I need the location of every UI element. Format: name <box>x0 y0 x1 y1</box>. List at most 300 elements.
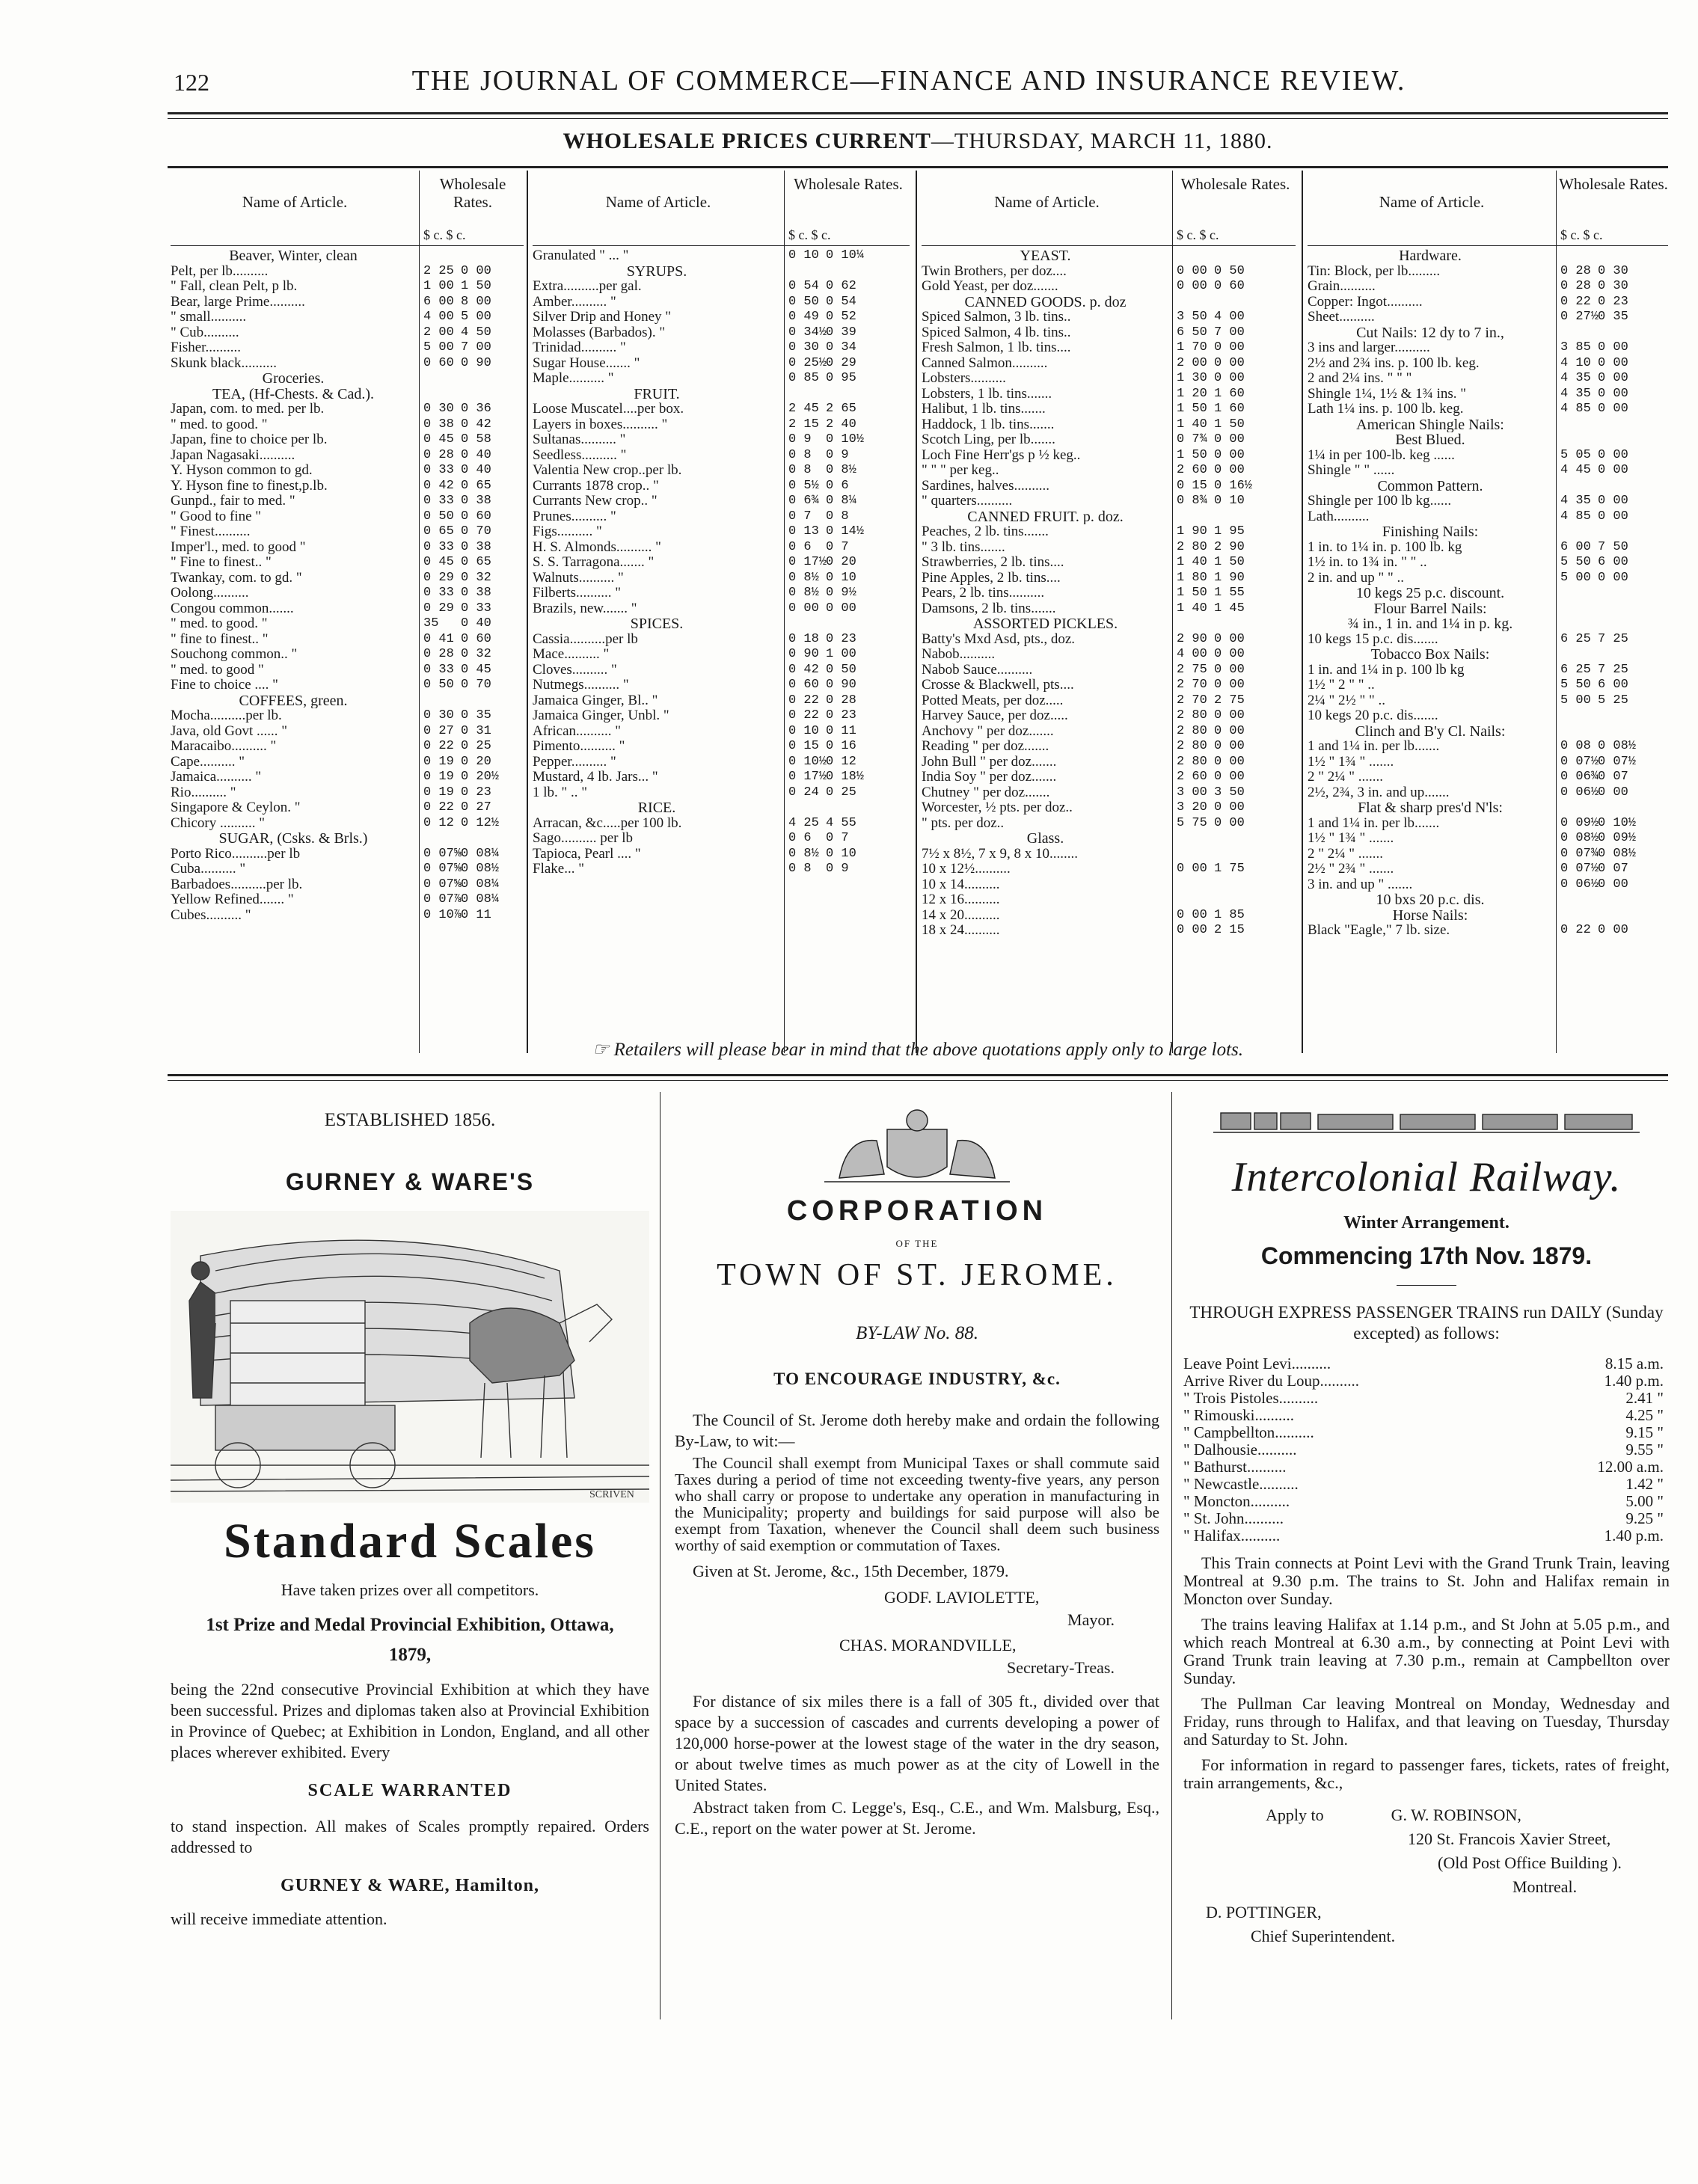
rate-low: 0 33 <box>423 494 454 508</box>
rate-high: 0 08¼ <box>461 846 500 861</box>
article-name: SPICES. <box>630 616 684 631</box>
article-name: " quarters.......... <box>922 494 1013 509</box>
rate-low: 0 29 <box>423 601 454 616</box>
rate-low: 6 50 <box>1177 325 1207 340</box>
price-row <box>1308 847 1668 862</box>
article-name: 7½ x 8½, 7 x 9, 8 x 10........ <box>922 846 1078 862</box>
article-name: " " " per keg.. <box>922 463 999 478</box>
medal-text: 1st Prize and Medal Provincial Exhibition, Ottawa, 1879, <box>206 1615 614 1665</box>
article-name: CANNED FRUIT. p. doz. <box>967 509 1124 524</box>
header-units: $ c. $ c. <box>423 227 466 242</box>
price-row <box>533 432 910 447</box>
rate-high: 7 50 <box>1598 539 1628 554</box>
rate-high: 0 28 <box>826 693 856 708</box>
rate-low: 0 25½ <box>788 355 827 370</box>
article-name: " 3 lb. tins....... <box>922 539 1005 555</box>
rate-low: 4 25 <box>788 815 819 830</box>
price-row <box>922 770 1296 785</box>
rate-high: 1 60 <box>1214 386 1245 401</box>
rate-high: 0 8¼ <box>826 494 856 508</box>
article-name: Maracaibo.......... " <box>171 739 277 754</box>
rate-low: 0 07¾ <box>1560 846 1599 861</box>
price-row <box>922 816 1296 831</box>
rate-high: 1 50 <box>1214 555 1245 569</box>
railway-title: Intercolonial Railway. <box>1231 1154 1622 1200</box>
article-name: Lobsters.......... <box>922 371 1006 386</box>
secretary-title: Secretary-Treas. <box>1007 1658 1115 1677</box>
article-name: Strawberries, 2 lb. tins.... <box>922 555 1064 570</box>
article-name: Spiced Salmon, 4 lb. tins.. <box>922 325 1071 340</box>
header-wholesale-rates: Wholesale Rates. <box>439 175 506 211</box>
rate-low: 2 00 <box>423 325 454 340</box>
section-heading <box>533 800 910 815</box>
scales-body-2: to stand inspection. All makes of Scales promptly repaired. Orders addressed to <box>171 1817 649 1856</box>
article-name: Shingle " " ...... <box>1308 463 1395 478</box>
rate-low: 0 9 <box>788 432 812 447</box>
article-name: Lath.......... <box>1308 509 1370 524</box>
article-name: Loch Fine Herr'gs p ½ keg.. <box>922 447 1081 463</box>
section-heading <box>171 371 524 386</box>
article-name: Molasses (Barbados). " <box>533 325 666 340</box>
price-row <box>171 571 524 586</box>
article-name: Crosse & Blackwell, pts.... <box>922 678 1074 693</box>
rate-low: 4 00 <box>1177 647 1207 661</box>
rate-low: 0 45 <box>423 555 454 569</box>
article-name: Maple.......... " <box>533 371 614 386</box>
rate-low: 0 18 <box>788 631 819 646</box>
price-row <box>922 402 1296 417</box>
rate-low: 2 00 <box>1177 355 1207 370</box>
timetable-row <box>1183 1509 1670 1527</box>
price-row <box>1308 356 1668 371</box>
rate-high: 0 00 <box>1598 570 1628 585</box>
section-heading <box>533 616 910 631</box>
timetable-row <box>1183 1475 1670 1492</box>
rate-high: 7 00 <box>461 340 491 355</box>
rate-high: 0 08½ <box>461 862 500 876</box>
price-row <box>171 770 524 785</box>
station: Arrive River du Loup.......... <box>1183 1372 1360 1390</box>
prices-bottom-rule-thin <box>168 1080 1668 1081</box>
article-name: Japan, fine to choice per lb. <box>171 432 328 447</box>
article-name: Fresh Salmon, 1 lb. tins.... <box>922 340 1071 355</box>
rate-high: 0 00 <box>1214 754 1245 769</box>
price-row <box>922 785 1296 800</box>
rate-low: 6 25 <box>1560 631 1591 646</box>
rate-high: 0 58 <box>461 432 491 447</box>
scales-ad <box>171 1099 649 1929</box>
bylaw-p1: The Council of St. Jerome doth hereby make and ordain the following By-Law, to wit:— <box>675 1411 1159 1450</box>
header-name-of-article: Name of Article. <box>1379 193 1485 211</box>
article-name: Peaches, 2 lb. tins....... <box>922 524 1049 539</box>
article-name: Hardware. <box>1399 248 1462 263</box>
article-name: " pts. per doz.. <box>922 815 1005 831</box>
rate-low: 0 06½ <box>1560 785 1599 800</box>
price-row <box>1308 678 1668 693</box>
station: " Dalhousie.......... <box>1183 1441 1297 1458</box>
short-rule <box>1397 1285 1456 1286</box>
rate-low: 1 50 <box>1177 447 1207 462</box>
article-name: 10 kegs 25 p.c. discount. <box>1355 586 1505 601</box>
article-name: Filberts.......... " <box>533 586 622 601</box>
price-row <box>533 509 910 524</box>
superintendent-title: Chief Superintendent. <box>1251 1927 1396 1945</box>
article-name: Cut Nails: 12 dy to 7 in., <box>1356 325 1504 340</box>
price-row <box>1308 785 1668 800</box>
departure-time: 1.40 p.m. <box>1604 1372 1664 1390</box>
rate-low: 4 00 <box>423 310 454 324</box>
rate-low: 1 20 <box>1177 386 1207 401</box>
article-name: Jamaica Ginger, Unbl. " <box>533 708 669 723</box>
rate-low: 5 00 <box>1560 693 1591 708</box>
article-name: Trinidad.......... " <box>533 340 626 355</box>
article-name: Lobsters, 1 lb. tins....... <box>922 386 1052 402</box>
price-row <box>171 739 524 754</box>
rate-high: 1 50 <box>1214 417 1245 432</box>
rate-high: 0 08½ <box>1598 846 1637 861</box>
article-name: 2¼ " 2½ " " .. <box>1308 693 1386 708</box>
rate-high: 0 60 <box>461 631 491 646</box>
rate-high: 0 7 <box>826 831 849 845</box>
article-name: Tobacco Box Nails: <box>1370 647 1490 662</box>
article-name: Sheet.......... <box>1308 310 1375 325</box>
rate-high: 0 30 <box>1598 263 1628 278</box>
price-row <box>922 310 1296 325</box>
column-separator-1 <box>527 171 528 1053</box>
price-row <box>533 540 910 555</box>
price-row <box>533 708 910 723</box>
rate-high: 0 25 <box>826 785 856 800</box>
rate-low: 0 10⅞ <box>423 907 462 922</box>
rate-low: 4 85 <box>1560 402 1591 416</box>
railway-ad <box>1183 1099 1670 1946</box>
rate-low: 2 80 <box>1177 754 1207 769</box>
article-name: RICE. <box>637 800 676 815</box>
price-row <box>922 739 1296 754</box>
rate-high: 0 00 <box>1598 447 1628 462</box>
section-heading <box>171 693 524 708</box>
section-heading <box>533 264 910 279</box>
price-row <box>922 524 1296 539</box>
rate-low: 0 38 <box>423 417 454 432</box>
article-name: Groceries. <box>262 371 325 386</box>
article-name: Cuba.......... " <box>171 862 246 877</box>
secretary-name: CHAS. MORANDVILLE, <box>839 1636 1017 1654</box>
rate-low: 0 17½ <box>788 555 827 569</box>
timetable-row <box>1183 1355 1670 1372</box>
price-row <box>533 601 910 616</box>
article-name: Currants 1878 crop.. " <box>533 478 659 494</box>
rate-low: 0 00 <box>1177 923 1207 937</box>
section-heading <box>1308 647 1668 662</box>
rate-high: 0 95 <box>826 371 856 385</box>
price-row <box>922 708 1296 723</box>
rate-low: 2 75 <box>1177 662 1207 677</box>
price-row <box>533 586 910 601</box>
rate-high: 0 34 <box>826 340 856 355</box>
station: " Moncton.......... <box>1183 1492 1290 1510</box>
price-row <box>533 325 910 340</box>
rate-high: 1 95 <box>1214 524 1245 539</box>
price-row <box>171 524 524 539</box>
rate-low: 1 40 <box>1177 601 1207 616</box>
article-name: 2 in. and up " " .. <box>1308 570 1404 586</box>
article-name: S. S. Tarragona....... " <box>533 555 655 570</box>
article-name: " fine to finest.. " <box>171 631 269 647</box>
rate-high: 0 23 <box>826 708 856 723</box>
rate-high: 0 35 <box>461 708 491 723</box>
rate-low: 0 6¾ <box>788 494 819 508</box>
article-name: Loose Muscatel....per box. <box>533 402 684 417</box>
price-row <box>171 663 524 678</box>
rate-low: 0 33 <box>423 586 454 600</box>
price-row <box>1308 770 1668 785</box>
article-name: 1½ " 2 " " .. <box>1308 678 1375 693</box>
price-row <box>922 693 1296 708</box>
rate-high: 0 50 <box>826 662 856 677</box>
railway-p1: This Train connects at Point Levi with the Grand Trunk Train, leaving Montreal at 9.30 p.m. The trains to St. John and Halifax remain in Moncton over Sunday. <box>1183 1553 1670 1608</box>
rate-low: 0 15 <box>1177 478 1207 493</box>
rate-high: 0 00 <box>1214 708 1245 723</box>
rate-high: 0 00 <box>1214 800 1245 815</box>
price-column-3 <box>922 171 1296 1053</box>
rate-high: 4 00 <box>1214 310 1245 324</box>
price-row <box>171 264 524 279</box>
price-row <box>1308 371 1668 386</box>
rate-low: 3 20 <box>1177 800 1207 815</box>
rate-low: 0 22 <box>1560 294 1591 309</box>
price-row <box>533 739 910 754</box>
rate-high: 0 07 <box>1598 770 1628 784</box>
article-name: Beaver, Winter, clean <box>229 248 358 263</box>
rate-low: 0 15 <box>788 739 819 753</box>
prizes-text: Have taken prizes over all competitors. <box>281 1580 539 1599</box>
column-separator-2 <box>916 171 917 1053</box>
rate-low: 0 50 <box>423 509 454 524</box>
agent-address-1: 120 St. Francois Xavier Street, <box>1408 1829 1611 1848</box>
price-row <box>171 463 524 478</box>
rate-high: 0 00 <box>1214 662 1245 677</box>
timetable-row <box>1183 1527 1670 1544</box>
timetable-row <box>1183 1458 1670 1475</box>
article-name: Yellow Refined....... " <box>171 892 294 907</box>
rate-high: 0 39 <box>826 325 856 340</box>
price-row <box>533 417 910 432</box>
rate-high: 0 00 <box>1214 815 1245 830</box>
rate-high: 0 60 <box>1214 279 1245 293</box>
article-name: Oolong.......... <box>171 586 249 601</box>
station: " Trois Pistoles.......... <box>1183 1389 1319 1407</box>
rate-low: 2 80 <box>1177 708 1207 723</box>
rate-low: 0 00 <box>1177 279 1207 293</box>
article-name: Anchovy " per doz....... <box>922 723 1054 739</box>
rate-high: 2 15 <box>1214 923 1245 937</box>
header-units: $ c. $ c. <box>1560 227 1603 242</box>
rate-high: 0 07½ <box>1598 754 1637 769</box>
price-row <box>171 402 524 417</box>
rate-low: 0 00 <box>788 601 819 616</box>
rate-low: 2 70 <box>1177 678 1207 692</box>
article-name: Pimento.......... " <box>533 739 625 754</box>
article-name: " Finest.......... <box>171 524 251 539</box>
price-row <box>171 877 524 892</box>
article-name: Common Pattern. <box>1377 478 1483 494</box>
rate-low: 5 05 <box>1560 447 1591 462</box>
article-name: Chutney " per doz....... <box>922 785 1050 800</box>
rate-high: 0 23 <box>461 785 491 800</box>
price-row <box>533 663 910 678</box>
rate-low: 0 54 <box>788 279 819 293</box>
rate-low: 2 90 <box>1177 631 1207 646</box>
price-row <box>1308 663 1668 678</box>
rate-low: 0 22 <box>788 708 819 723</box>
article-name: Layers in boxes.......... " <box>533 417 668 432</box>
article-name: Best Blued. <box>1395 432 1465 447</box>
article-name: Finishing Nails: <box>1382 524 1479 539</box>
rate-high: 0 00 <box>1598 494 1628 508</box>
section-heading <box>1308 432 1668 447</box>
rate-low: 0 22 <box>788 693 819 708</box>
price-row <box>171 632 524 647</box>
bylaw-subject: TO ENCOURAGE INDUSTRY, &c. <box>773 1369 1061 1388</box>
price-row <box>1308 295 1668 310</box>
rate-low: 6 25 <box>1560 662 1591 677</box>
rate-low: 0 30 <box>788 340 819 355</box>
rate-low: 0 6 <box>788 539 812 554</box>
article-name: Horse Nails: <box>1392 907 1468 923</box>
article-name: Halibut, 1 lb. tins....... <box>922 402 1046 417</box>
article-name: Granulated " ... " <box>533 248 629 263</box>
rate-high: 0 32 <box>461 647 491 661</box>
rate-high: 0 23 <box>826 631 856 646</box>
rate-low: 0 13 <box>788 524 819 539</box>
rate-high: 0 00 <box>461 263 491 278</box>
rate-high: 0 00 <box>1214 371 1245 385</box>
article-name: Sardines, halves.......... <box>922 478 1049 494</box>
price-row <box>171 540 524 555</box>
station: " St. John.......... <box>1183 1509 1284 1527</box>
price-row <box>171 601 524 616</box>
rate-low: 1 50 <box>1177 586 1207 600</box>
article-name: Barbadoes..........per lb. <box>171 877 303 892</box>
article-name: Twankay, com. to gd. " <box>171 570 302 586</box>
prices-top-rule <box>168 166 1668 168</box>
article-name: Souchong common.. " <box>171 647 298 662</box>
rate-high: 8 00 <box>461 294 491 309</box>
rate-high: 1 50 <box>461 279 491 293</box>
rate-low: 6 00 <box>423 294 454 309</box>
article-name: Glass. <box>1026 831 1064 846</box>
rate-high: 0 30 <box>1598 279 1628 293</box>
ad-divider-2 <box>1171 1092 1172 2019</box>
article-name: Worcester, ½ pts. per doz.. <box>922 800 1073 815</box>
rate-low: 0 6 <box>788 831 812 845</box>
article-name: Sago.......... per lb <box>533 831 634 846</box>
article-name: Cassia..........per lb <box>533 631 638 647</box>
header-name-of-article: Name of Article. <box>994 193 1100 211</box>
rate-low: 0 7 <box>788 509 812 524</box>
prices-title: WHOLESALE PRICES CURRENT—THURSDAY, MARCH 11, 1880. <box>563 129 1273 153</box>
section-heading <box>922 295 1296 310</box>
rate-high: 0 08¼ <box>461 892 500 907</box>
price-row <box>533 693 910 708</box>
article-name: 3 in. and up " ....... <box>1308 877 1413 892</box>
rate-low: 0 27½ <box>1560 310 1599 324</box>
article-name: Cape.......... " <box>171 754 245 770</box>
price-column-4 <box>1308 171 1668 1053</box>
rate-low: 0 8½ <box>788 846 819 861</box>
rate-low: 0 22 <box>423 800 454 815</box>
article-name: Imper'l., med. to good " <box>171 539 306 555</box>
article-name: H. S. Almonds.......... " <box>533 539 661 555</box>
rate-high: 0 12½ <box>461 815 500 830</box>
rate-low: 0 19 <box>423 785 454 800</box>
rate-high: 0 14½ <box>826 524 865 539</box>
rate-low: 5 00 <box>423 340 454 355</box>
price-row <box>1308 816 1668 831</box>
rate-high: 2 90 <box>1214 539 1245 554</box>
price-row <box>922 448 1296 463</box>
article-name: Sultanas.......... " <box>533 432 626 447</box>
rate-low: 0 90 <box>788 647 819 661</box>
article-name: Jamaica.......... " <box>171 770 262 785</box>
rate-high: 7 25 <box>1598 631 1628 646</box>
rate-high: 0 9 <box>826 862 849 876</box>
rate-low: 0 85 <box>788 371 819 385</box>
rate-low: 0 50 <box>788 294 819 309</box>
rate-high: 0 00 <box>1598 355 1628 370</box>
article-name: Extra..........per gal. <box>533 279 642 294</box>
departure-time: 12.00 a.m. <box>1597 1458 1664 1476</box>
rate-high: 1 45 <box>1214 601 1245 616</box>
section-heading <box>171 831 524 846</box>
price-row <box>171 295 524 310</box>
rate-high: 0 00 <box>1598 402 1628 416</box>
price-row <box>533 571 910 586</box>
rate-high: 0 38 <box>461 494 491 508</box>
station: " Rimouski.......... <box>1183 1406 1295 1424</box>
price-row <box>171 432 524 447</box>
railway-p4: For information in regard to passenger fares, tickets, rates of freight, train arrangements, &c., <box>1183 1755 1670 1792</box>
article-name: 1½ " 1¾ " ....... <box>1308 754 1394 770</box>
article-name: Bear, large Prime.......... <box>171 294 305 310</box>
departure-time: 1.40 p.m. <box>1604 1527 1664 1545</box>
rate-low: 4 45 <box>1560 463 1591 477</box>
rate-high: 0 20 <box>826 555 856 569</box>
price-row <box>533 295 910 310</box>
scales-body: being the 22nd consecutive Provincial Exhibition at which they have been successful. Prizes and diplomas taken also at Provincial Exhibition in Province of Quebec; at Exhibition in London, England, and all other places wherever exhibited. Every <box>171 1680 649 1761</box>
rate-high: 7 00 <box>1214 325 1245 340</box>
article-name: Amber.......... " <box>533 294 616 310</box>
article-name: Nabob.......... <box>922 647 996 662</box>
rate-high: 0 00 <box>1214 340 1245 355</box>
rate-high: 0 18½ <box>826 770 865 784</box>
rate-high: 0 10½ <box>1598 815 1637 830</box>
price-row <box>1308 448 1668 463</box>
town-heading: TOWN OF ST. JEROME. <box>717 1258 1118 1292</box>
rate-low: 0 07⅝ <box>423 846 462 861</box>
header-name-of-article: Name of Article. <box>605 193 711 211</box>
article-name: 1½ " 1¾ " ....... <box>1308 831 1394 846</box>
article-name: 2½, 2¾, 3 in. and up....... <box>1308 785 1450 800</box>
rate-low: 0 60 <box>788 678 819 692</box>
departure-time: 8.15 a.m. <box>1604 1355 1664 1372</box>
article-name: Skunk black.......... <box>171 355 277 371</box>
article-name: Flour Barrel Nails: <box>1373 601 1487 616</box>
price-row <box>533 862 910 877</box>
price-row <box>922 371 1296 386</box>
price-row <box>533 847 910 862</box>
